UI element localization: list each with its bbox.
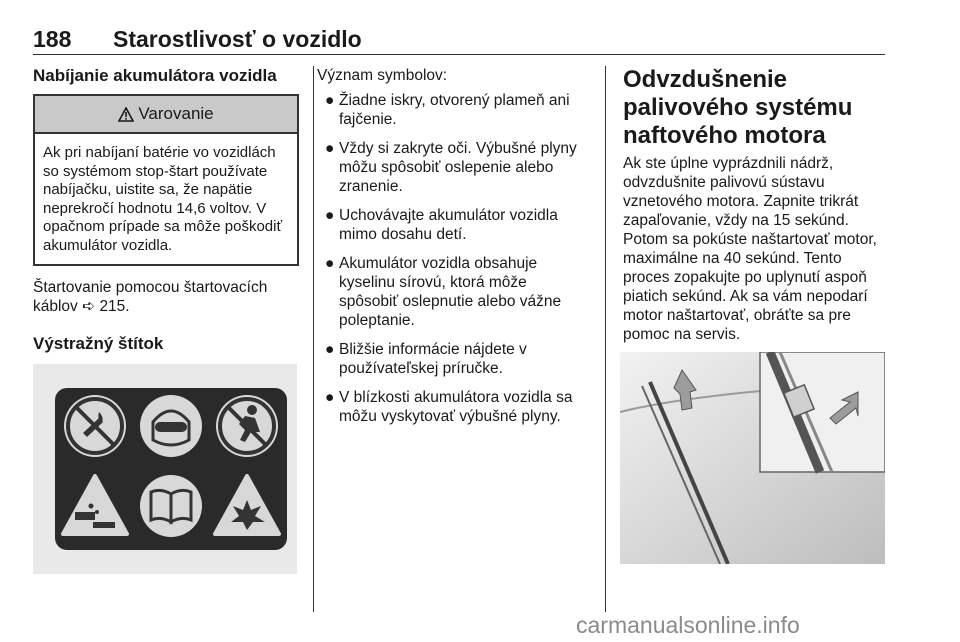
warning-triangle-icon [118, 107, 134, 122]
jump-start-reference [33, 278, 299, 316]
symbol-list [317, 91, 589, 426]
section-heading-warning-label: Výstražný štítok [33, 333, 164, 353]
bullet-icon: ● [325, 207, 335, 224]
watermark: carmanualsonline.info [576, 612, 800, 638]
wiper-illustration [620, 352, 885, 564]
column-left [33, 66, 299, 574]
page-header [33, 26, 885, 56]
warning-box [33, 94, 299, 266]
read-manual-icon [140, 475, 202, 537]
list-item: ● Vždy si zakryte oči. Výbušné plyny môžu spôsobiť oslepenie alebo zranenie. [325, 140, 577, 195]
section-heading-battery-charging: Nabíjanie akumulátora vozidla [33, 66, 277, 85]
column-right [623, 66, 887, 390]
list-item: ● Akumulátor vozidla obsahuje kyselinu sírovú, ktorá môže spôsobiť oslepnutie alebo vážne poleptanie. [325, 255, 562, 329]
wiper-blade-figure [620, 352, 885, 564]
warning-label-panel [55, 388, 287, 550]
list-item: ● V blízkosti akumulátora vozidla sa môžu vyskytovať výbušné plyny. [325, 389, 573, 425]
column-middle [317, 66, 589, 436]
warning-header [35, 96, 297, 134]
symbols-intro: Význam symbolov: [317, 67, 448, 84]
fuel-bleed-text: Ak ste úplne vyprázdnili nádrž, odvzdušnite palivovú sústavu vznetového motora. Zapnite trikrát zapaľovanie, vždy na 15 sekúnd. Potom sa pokúste naštartovať motor, maximálne na 40 sekúnd. Tento proces zopakujte po uplynutí aspoň piatich sekúnd. Ak sa vám nepodarí motor naštartovať, obráťte sa pre pomoc na servis. [623, 155, 877, 343]
column-divider-2 [605, 66, 606, 612]
keep-away-children-icon [216, 395, 278, 457]
bullet-icon: ● [325, 341, 335, 358]
bullet-icon: ● [325, 92, 335, 109]
page-ref-link[interactable]: 215. [99, 297, 130, 315]
warning-label-figure [33, 364, 297, 574]
page-title: Starostlivosť o vozidlo [113, 26, 362, 52]
explosive-gas-icon [215, 476, 279, 534]
corrosive-acid-icon [63, 476, 127, 534]
eye-protection-icon [140, 395, 202, 457]
list-item: ● Uchovávajte akumulátor vozidla mimo dosahu detí. [325, 207, 558, 243]
warning-label-symbols [55, 388, 287, 550]
list-item: ● Žiadne iskry, otvorený plameň ani fajčenie. [325, 92, 570, 128]
list-item: ● Bližšie informácie nájdete v používateľskej príručke. [325, 341, 527, 377]
jump-start-text: Štartovanie pomocou štartovacích káblov [33, 278, 268, 315]
section-heading-fuel-bleed: Odvzdušnenie palivového systému naftového motora [623, 66, 853, 149]
bullet-icon: ● [325, 255, 335, 272]
no-fire-smoking-icon [64, 395, 126, 457]
column-divider-1 [313, 66, 314, 612]
page-ref-arrow-icon: ➪ [82, 297, 96, 315]
bullet-icon: ● [325, 140, 335, 157]
warning-text: Ak pri nabíjaní batérie vo vozidlách so systémom stop-štart používate nabíjačku, uistite sa, že napätie neprekročí hodnotu 14,6 voltov. V opačnom prípade sa môže poškodiť akumulátor vozidla. [43, 144, 283, 254]
bullet-icon: ● [325, 389, 335, 406]
header-divider [33, 54, 885, 55]
warning-title: Varovanie [138, 104, 214, 123]
page-number: 188 [33, 26, 72, 52]
